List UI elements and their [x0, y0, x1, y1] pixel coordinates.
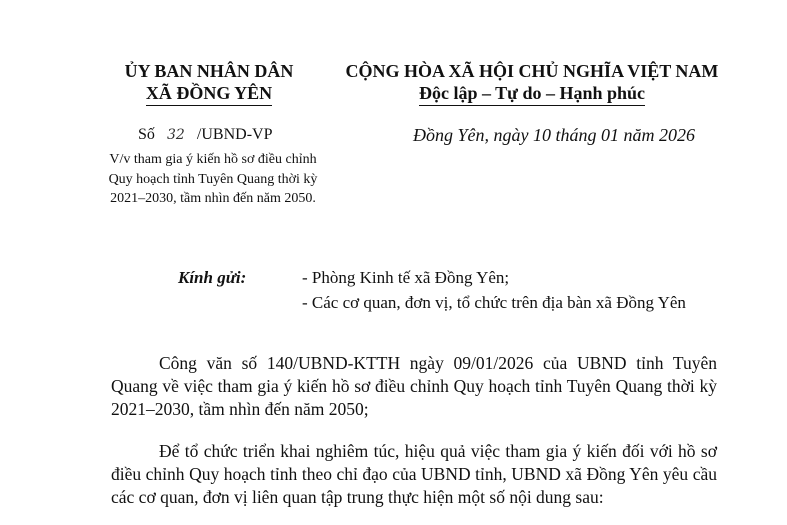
document-number-handwritten: 32	[166, 127, 185, 143]
recipients-label: Kính gửi:	[178, 268, 247, 287]
agency-line-1: ỦY BAN NHÂN DÂN	[124, 61, 294, 81]
agency-line-2: XÃ ĐỒNG YÊN	[146, 82, 272, 106]
issuing-agency	[96, 60, 322, 106]
body-paragraph-text: Để tổ chức triển khai nghiêm túc, hiệu quả việc tham gia ý kiến đối với hồ sơ điều chỉnh Quy hoạch tỉnh theo chỉ đạo của UBND tỉnh, UBND xã Đồng Yên yêu cầu các cơ quan, đơn vị liên quan tập trung thực hiện một số nội dung sau:	[111, 441, 717, 507]
document-subject: V/v tham gia ý kiến hồ sơ điều chỉnh Quy hoạch tỉnh Tuyên Quang thời kỳ 2021–2030, tầm nhìn đến năm 2050.	[108, 152, 318, 206]
recipient-item: - Phòng Kinh tế xã Đồng Yên;	[302, 268, 510, 287]
nation-title: CỘNG HÒA XÃ HỘI CHỦ NGHĨA VIỆT NAM	[345, 61, 719, 81]
body-paragraph-text: Công văn số 140/UBND-KTTH ngày 09/01/2026 của UBND tỉnh Tuyên Quang về việc tham gia ý kiến hồ sơ điều chỉnh Quy hoạch tỉnh Tuyên Quang thời kỳ 2021–2030, tầm nhìn đến năm 2050;	[111, 353, 717, 419]
place-date: Đồng Yên, ngày 10 tháng 01 năm 2026	[413, 125, 695, 145]
document-number	[138, 126, 272, 144]
recipient-item: - Các cơ quan, đơn vị, tổ chức trên địa bàn xã Đồng Yên	[302, 293, 686, 312]
body-paragraph	[111, 440, 717, 509]
nation-motto: Độc lập – Tự do – Hạnh phúc	[419, 82, 645, 106]
body-paragraph	[111, 352, 717, 421]
document-number-prefix: Số	[138, 126, 155, 143]
national-heading	[326, 60, 738, 106]
document-number-suffix: /UBND-VP	[196, 126, 273, 143]
